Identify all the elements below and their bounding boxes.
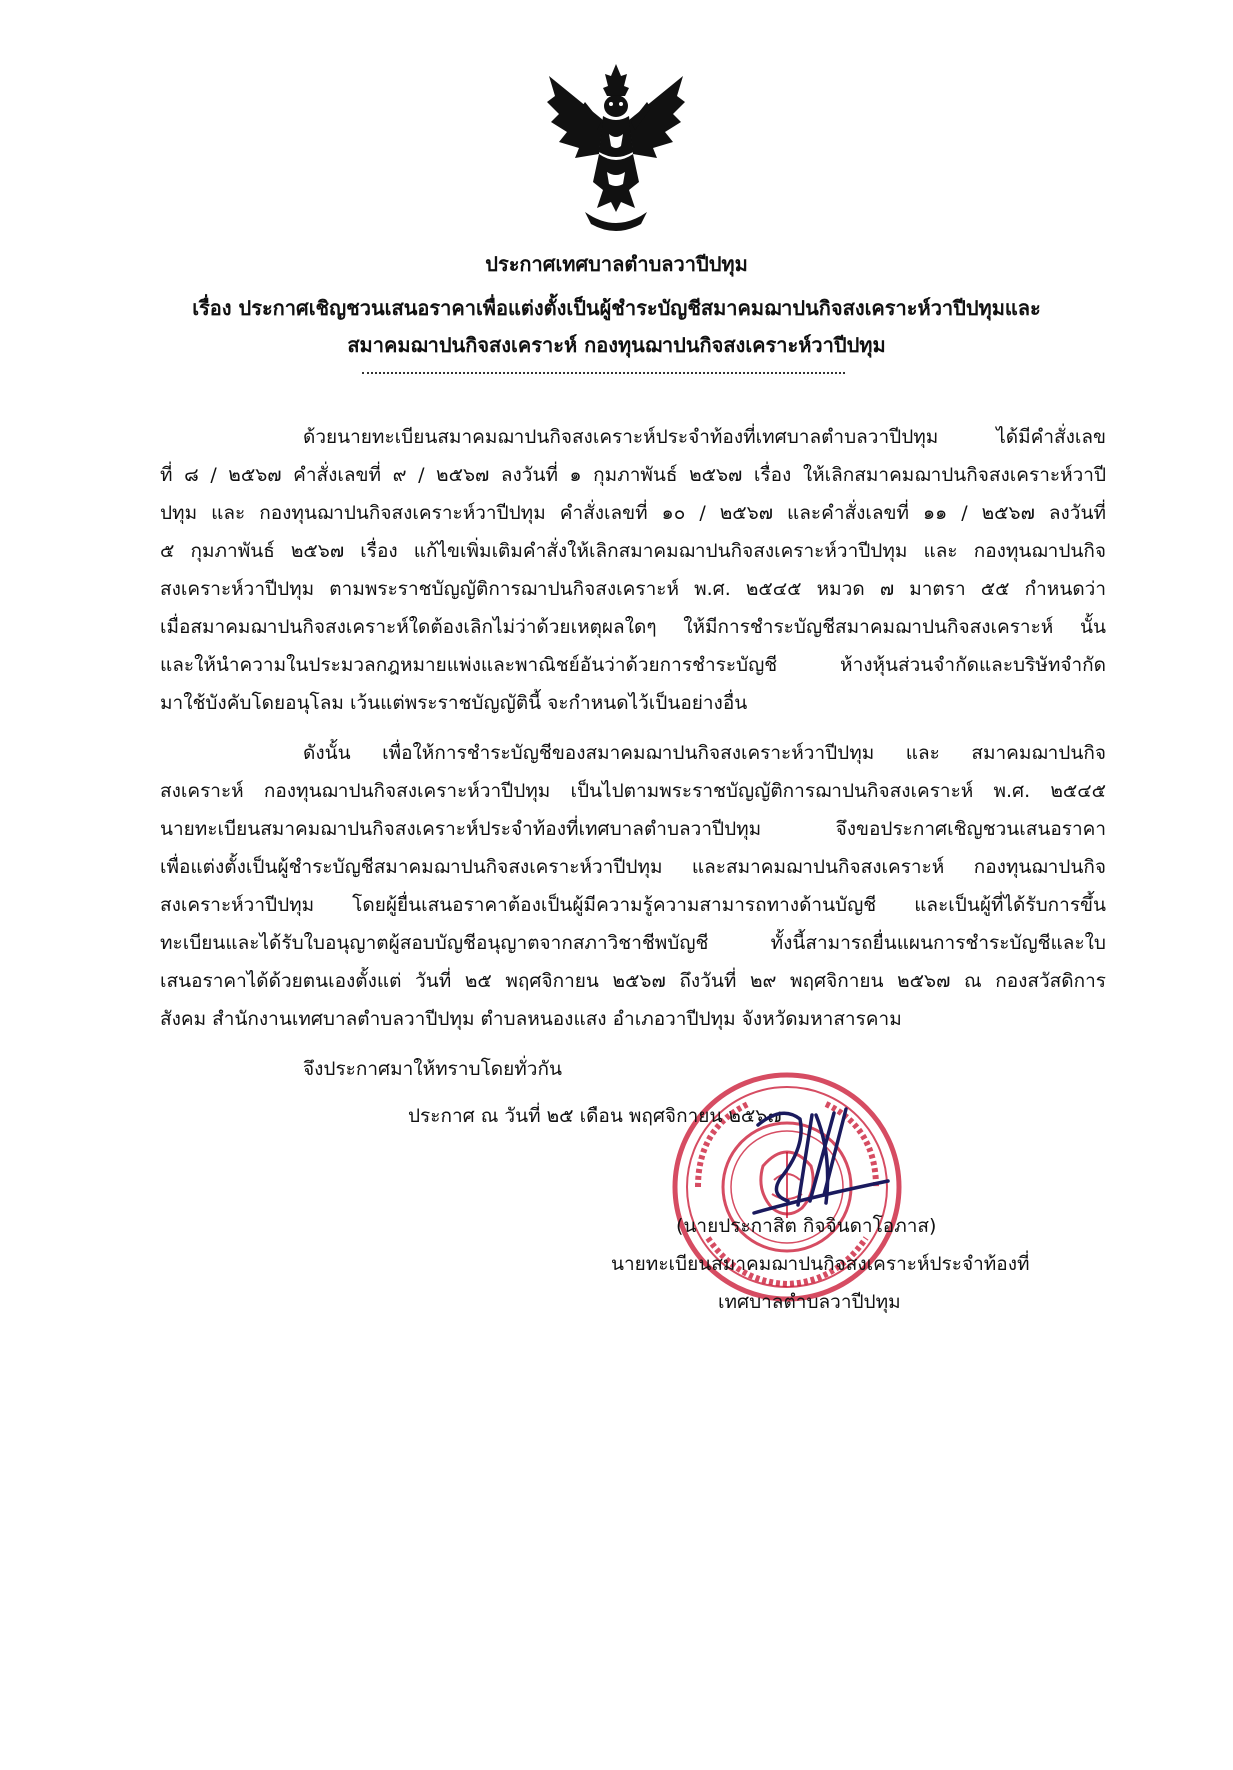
signatory-name: (นายประกาสิต กิจจินดาโอภาส) [676,1215,937,1237]
para2-line: นายทะเบียนสมาคมฌาปนกิจสงเคราะห์ประจำท้องที่เทศบาลตำบลวาปีปทุม จึงขอประกาศเชิญชวนเสนอราคา [160,818,1106,840]
para2-line: สงเคราะห์ กองทุนฌาปนกิจสงเคราะห์วาปีปทุม เป็นไปตามพระราชบัญญัติการฌาปนกิจสงเคราะห์ พ.ศ. ๒๕๔๕ [160,780,1106,802]
header-divider [362,372,845,374]
announcement-date: ประกาศ ณ วันที่ ๒๕ เดือน พฤศจิกายน ๒๕๖๗ [408,1105,782,1127]
para1-line: ๕ กุมภาพันธ์ ๒๕๖๗ เรื่อง แก้ไขเพิ่มเติมคำสั่งให้เลิกสมาคมฌาปนกิจสงเคราะห์วาปีปทุม และ กองทุนฌาปนกิจ [160,540,1106,562]
subject-line-1: เรื่อง ประกาศเชิญชวนเสนอราคาเพื่อแต่งตั้งเป็นผู้ชำระบัญชีสมาคมฌาปนกิจสงเคราะห์วาปีปทุมและ [192,296,1041,320]
para2-line: สงเคราะห์วาปีปทุม โดยผู้ยื่นเสนอราคาต้องเป็นผู้มีความรู้ความสามารถทางด้านบัญชี และเป็นผู้ที่ได้รับการขึ้น [160,894,1106,916]
para1-line: ด้วยนายทะเบียนสมาคมฌาปนกิจสงเคราะห์ประจำท้องที่เทศบาลตำบลวาปีปทุม ได้มีคำสั่งเลข [303,426,1106,448]
para1-line: ที่ ๘ / ๒๕๖๗ คำสั่งเลขที่ ๙ / ๒๕๖๗ ลงวันที่ ๑ กุมภาพันธ์ ๒๕๖๗ เรื่อง ให้เลิกสมาคมฌาปนกิจสงเคราะห์วาปี [160,464,1106,486]
closing-line: จึงประกาศมาให้ทราบโดยทั่วกัน [303,1058,562,1080]
signatory-position-line-1: นายทะเบียนสมาคมฌาปนกิจสงเคราะห์ประจำท้องที่ [611,1253,1030,1275]
para2-line: เสนอราคาได้ด้วยตนเองตั้งแต่ วันที่ ๒๕ พฤศจิกายน ๒๕๖๗ ถึงวันที่ ๒๙ พฤศจิกายน ๒๕๖๗ ณ กองสวัสดิการ [160,970,1106,992]
para2-line: เพื่อแต่งตั้งเป็นผู้ชำระบัญชีสมาคมฌาปนกิจสงเคราะห์วาปีปทุม และสมาคมฌาปนกิจสงเคราะห์ กองทุนฌาปนกิจ [160,856,1106,878]
para2-line: ดังนั้น เพื่อให้การชำระบัญชีของสมาคมฌาปนกิจสงเคราะห์วาปีปทุม และ สมาคมฌาปนกิจ [303,742,1106,764]
signatory-position-line-2: เทศบาลตำบลวาปีปทุม [718,1291,901,1313]
garuda-emblem-icon [545,62,687,234]
subject-line-2: สมาคมฌาปนกิจสงเคราะห์ กองทุนฌาปนกิจสงเคราะห์วาปีปทุม [347,333,886,357]
para1-line: มาใช้บังคับโดยอนุโลม เว้นแต่พระราชบัญญัตินี้ จะกำหนดไว้เป็นอย่างอื่น [160,692,748,714]
para1-line: สงเคราะห์วาปีปทุม ตามพระราชบัญญัติการฌาปนกิจสงเคราะห์ พ.ศ. ๒๕๔๕ หมวด ๗ มาตรา ๕๕ กำหนดว่า [160,578,1106,600]
document-title: ประกาศเทศบาลตำบลวาปีปทุม [485,252,748,276]
para1-line: และให้นำความในประมวลกฎหมายแพ่งและพาณิชย์อันว่าด้วยการชำระบัญชี ห้างหุ้นส่วนจำกัดและบริษัทจำกัด [160,654,1106,676]
para1-line: เมื่อสมาคมฌาปนกิจสงเคราะห์ใดต้องเลิกไม่ว่าด้วยเหตุผลใดๆ ให้มีการชำระบัญชีสมาคมฌาปนกิจสงเคราะห์ นั้น [160,616,1106,638]
para2-line: สังคม สำนักงานเทศบาลตำบลวาปีปทุม ตำบลหนองแสง อำเภอวาปีปทุม จังหวัดมหาสารคาม [160,1008,902,1030]
para1-line: ปทุม และ กองทุนฌาปนกิจสงเคราะห์วาปีปทุม คำสั่งเลขที่ ๑๐ / ๒๕๖๗ และคำสั่งเลขที่ ๑๑ / ๒๕๖๗ ลงวันที่ [160,502,1106,524]
para2-line: ทะเบียนและได้รับใบอนุญาตผู้สอบบัญชีอนุญาตจากสภาวิชาชีพบัญชี ทั้งนี้สามารถยื่นแผนการชำระบัญชีและใบ [160,932,1106,954]
